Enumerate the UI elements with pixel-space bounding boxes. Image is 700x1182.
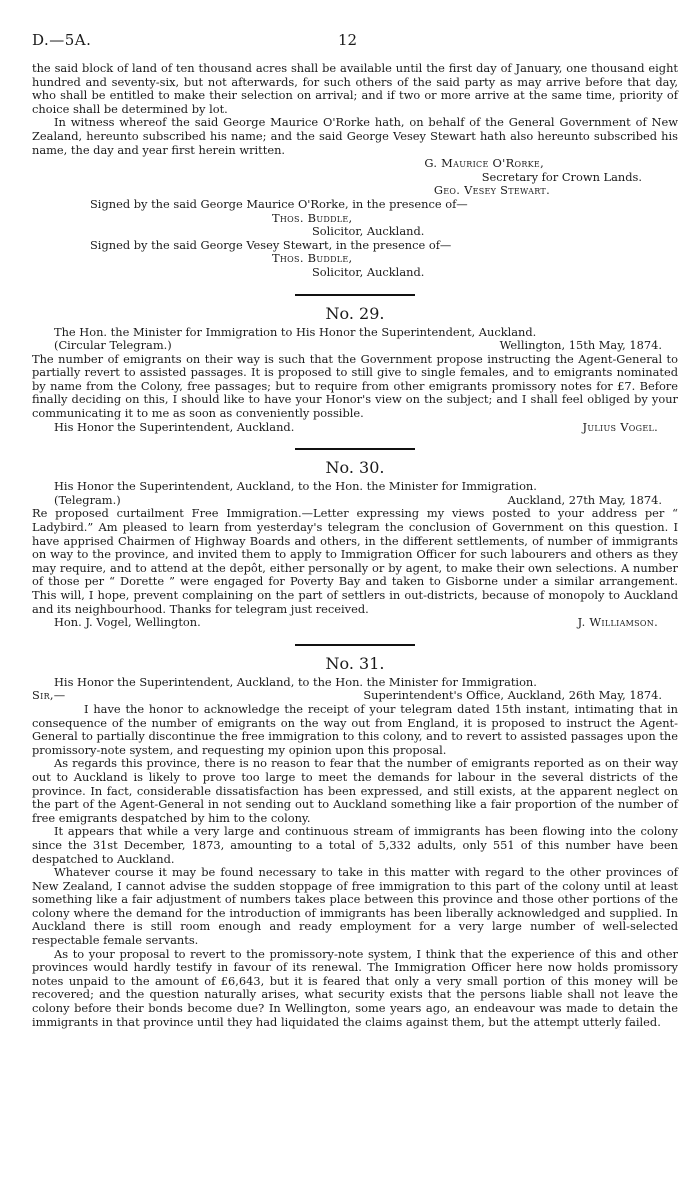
page-header [32, 31, 678, 62]
document-reference: D.—5A. [32, 31, 92, 49]
section-divider [295, 644, 415, 646]
date-place: Superintendent's Office, Auckland, 26th May, 1874. [363, 688, 662, 703]
letter-body: Re proposed curtailment Free Immigration.—Letter expressing my views posted to your address per “ Ladybird.” Am pleased to learn from yesterday's telegram the conclusion of Government on this question. I have apprised Chairmen of Highway Boards and others, in the different settlements, of number of immigrants on way to the province, and invited them to apply to Immigration Officer for such labourers and others as they may require, and to attend at the depôt, either personally or by agent, to make their own selections. A number of those per “ Dorette ” were engaged for Poverty Bay and taken to Gisborne under a similar arrangement. This will, I hope, prevent complaining on the part of settlers in out-districts, because of monopoly to Auckland and its neighbourhood. Thanks for telegram just received. [32, 506, 678, 616]
section-title: No. 31. [325, 653, 385, 673]
witness-line: Signed by the said George Maurice O'Rorke, in the presence of— [90, 196, 468, 211]
signature-role: Secretary for Crown Lands. [481, 169, 642, 184]
witness-name: Thos. Buddle, [272, 251, 353, 266]
salutation: Sir,— [32, 688, 66, 703]
letter-heading: His Honor the Superintendent, Auckland, to the Hon. the Minister for Immigration. [54, 674, 537, 689]
section-divider [295, 448, 415, 450]
dateline [32, 689, 678, 703]
addressee: His Honor the Superintendent, Auckland. [54, 419, 295, 434]
letter-no-30 [32, 458, 678, 630]
signature: J. Williamson. [577, 615, 658, 630]
section-divider [295, 294, 415, 296]
paragraph: I have the honor to acknowledge the receipt of your telegram dated 15th instant, intimating that in consequence of the number of emigrants on the way out from England, it is proposed to instruct the Agent-General to partially discontinue the free immigration to this colony, and to revert to assisted passages upon the promissory-note system, and requesting my opinion upon this proposal. [32, 701, 678, 757]
witness-line: Signed by the said George Vesey Stewart, in the presence of— [90, 237, 452, 252]
paragraph: It appears that while a very large and continuous stream of immigrants has been flowing into the colony since the 31st December, 1873, amounting to a total of 5,332 adults, only 551 of this number have been despatched to Auckland. [32, 824, 678, 866]
letter-no-31 [32, 654, 678, 1029]
message-type: (Telegram.) [54, 492, 121, 507]
witness-role: Solicitor, Auckland. [312, 264, 425, 279]
paragraph: the said block of land of ten thousand acres shall be available until the first day of January, one thousand eight hundred and seventy-six, but not afterwards, for such others of the said party as may arrive before that day, who shall be entitled to make their selection on arrival; and if two or more arrive at the same time, priority of choice shall be determined by lot. [32, 61, 678, 116]
paragraph: As regards this province, there is no reason to fear that the number of emigrants reported as on their way out to Auckland is likely to prove too large to meet the demands for labour in the several districts of the province. In fact, considerable dissatisfaction has been expressed, and still exists, at the apparent neglect on the part of the Agent-General in not sending out to Auckland something like a fair proportion of the number of free emigrants despatched by him to the colony. [32, 756, 678, 825]
letter-heading: The Hon. the Minister for Immigration to His Honor the Superintendent, Auckland. [54, 324, 537, 339]
paragraph: In witness whereof the said George Maurice O'Rorke hath, on behalf of the General Government of New Zealand, hereunto subscribed his name; and the said George Vesey Stewart hath also hereunto subscribed his name, the day and year first herein written. [32, 115, 678, 157]
paragraph: As to your proposal to revert to the promissory-note system, I think that the experience of this and other provinces would hardly testify in favour of its renewal. The Immigration Officer here now holds promissory notes unpaid to the amount of £6,643, but it is feared that only a very small portion of this money will be recovered; and the question naturally arises, what security exists that the persons liable shall not leave the colony before their bonds become due? In Wellington, some years ago, an endeavour was made to detain the immigrants in that province until they had liquidated the claims against them, but the attempt utterly failed. [32, 946, 678, 1029]
dateline [32, 494, 678, 508]
paragraph: Whatever course it may be found necessary to take in this matter with regard to the other provinces of New Zealand, I cannot advise the sudden stoppage of free immigration to this part of the colony until at least something like a fair adjustment of numbers takes place between this province and those other portions of the colony where the demand for the introduction of immigrants has been liberally acknowledged and supplied. In Auckland there is still room enough and ready employment for a very large number of well-selected respectable female servants. [32, 865, 678, 948]
agreement-conclusion [32, 62, 678, 280]
date-place: Auckland, 27th May, 1874. [507, 492, 662, 507]
closing [32, 616, 678, 630]
letter-heading: His Honor the Superintendent, Auckland, to the Hon. the Minister for Immigration. [54, 479, 537, 494]
message-type: (Circular Telegram.) [54, 338, 172, 353]
signature: Julius Vogel. [582, 419, 658, 434]
closing [32, 421, 678, 435]
signature-name: G. Maurice O'Rorke, [424, 156, 544, 171]
page-number: 12 [338, 31, 358, 49]
section-title: No. 29. [325, 303, 385, 323]
letter-body: The number of emigrants on their way is such that the Government propose instructing the Agent-General to partially revert to assisted passages. It is proposed to still give to single females, and to emigrants nominated by name from the Colony, free passages; but to require from other emigrants promissory notes for £7. Before finally deciding on this, I should like to have your Honor's view on the subject; and I shall feel obliged by your communicating it to me as soon as conveniently possible. [32, 351, 678, 421]
letter-no-29 [32, 304, 678, 435]
witness-role: Solicitor, Auckland. [312, 224, 425, 239]
section-title: No. 30. [325, 458, 385, 478]
date-place: Wellington, 15th May, 1874. [499, 338, 662, 353]
dateline [32, 339, 678, 353]
addressee: Hon. J. Vogel, Wellington. [54, 615, 201, 630]
witness-name: Thos. Buddle, [272, 210, 353, 225]
signature-name: Geo. Vesey Stewart. [433, 183, 550, 198]
